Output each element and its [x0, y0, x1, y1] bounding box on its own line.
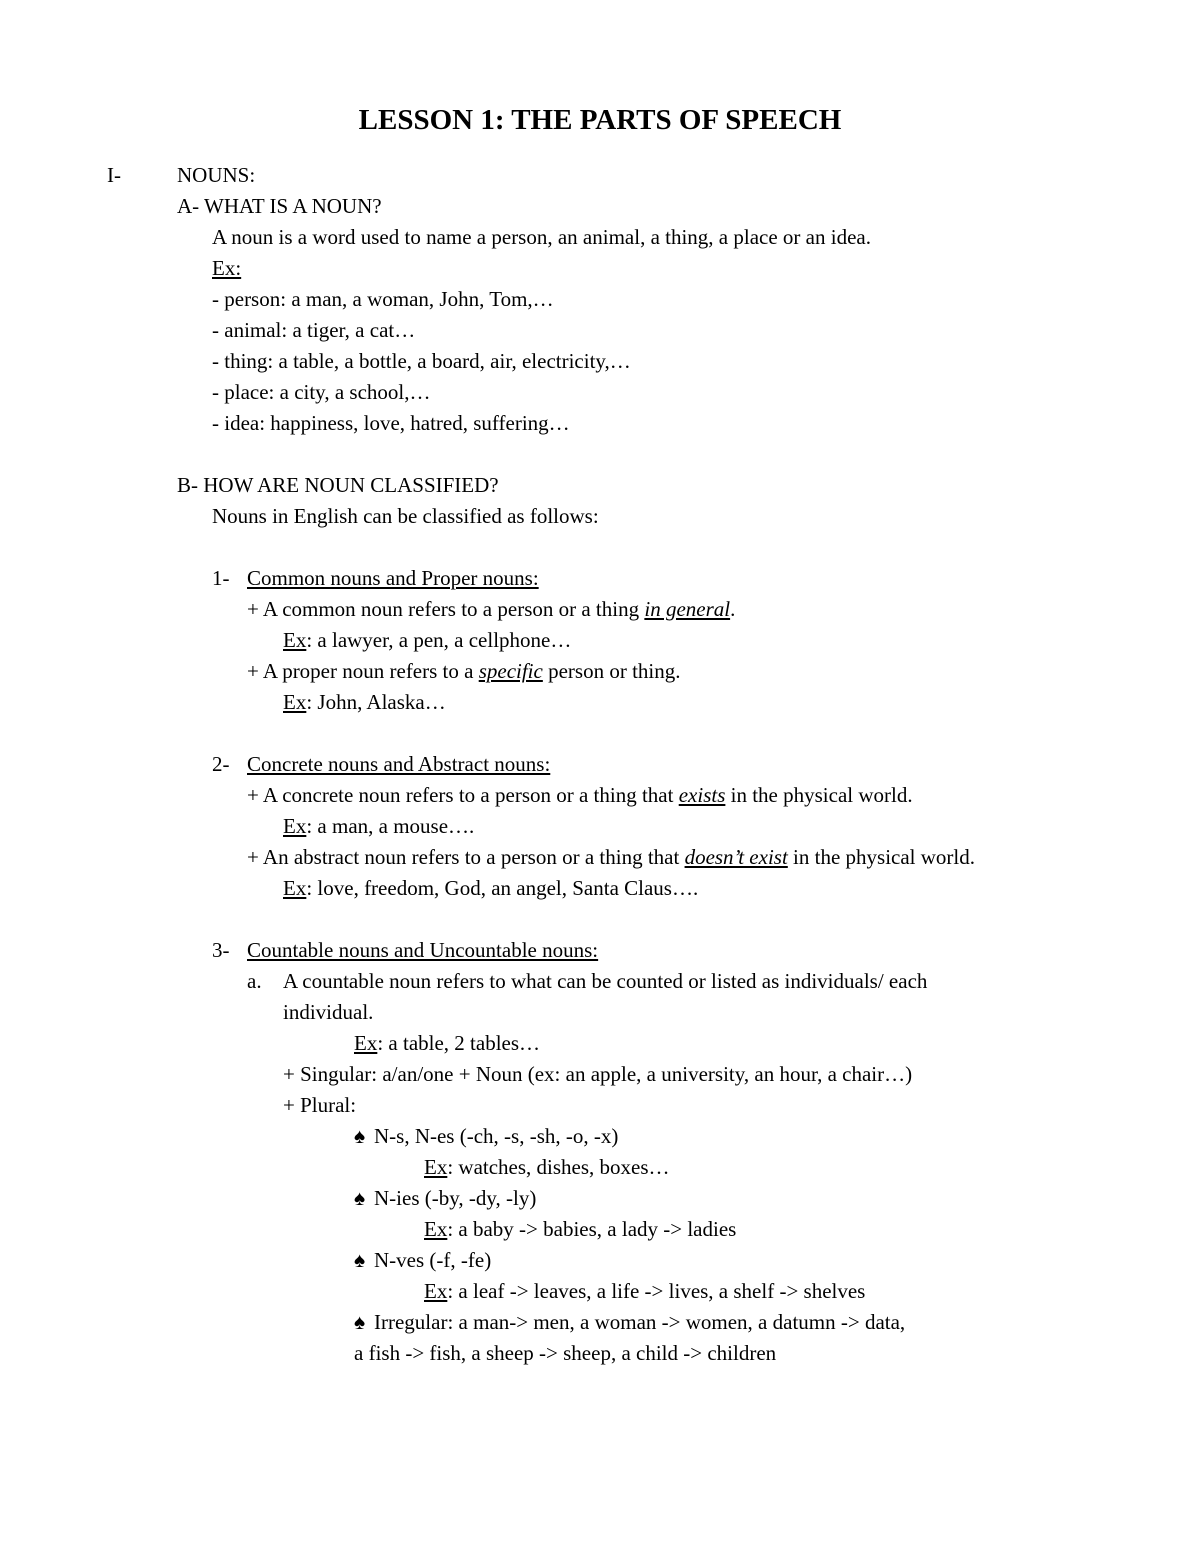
example-line: Ex: watches, dishes, boxes… [424, 1155, 670, 1179]
countable-noun-definition-cont: individual. [283, 1000, 374, 1024]
concrete-noun-definition: + A concrete noun refers to a person or a thing that exists in the physical world. [247, 783, 913, 807]
emphasis: exists [678, 783, 726, 807]
countable-noun-definition: A countable noun refers to what can be counted or listed as individuals/ each [283, 969, 928, 993]
item-heading: Concrete nouns and Abstract nouns: [247, 752, 551, 776]
example-line: Ex: love, freedom, God, an angel, Santa Claus…. [283, 876, 699, 900]
example-line: Ex: a lawyer, a pen, a cellphone… [283, 628, 572, 652]
singular-rule: + Singular: a/an/one + Noun (ex: an apple, a university, an hour, a chair…) [283, 1062, 913, 1086]
example-label: Ex: [212, 256, 242, 280]
noun-definition: A noun is a word used to name a person, an animal, a thing, a place or an idea. [212, 225, 871, 249]
subsection-a-heading: A- WHAT IS A NOUN? [177, 194, 382, 218]
plural-heading: + Plural: [283, 1093, 357, 1117]
example-line: Ex: John, Alaska… [283, 690, 446, 714]
classification-intro: Nouns in English can be classified as follows: [212, 504, 599, 528]
example-label: Ex [354, 1031, 378, 1055]
example-label: Ex [283, 876, 307, 900]
page-title: LESSON 1: THE PARTS OF SPEECH [358, 104, 842, 136]
spade-bullet-icon: ♠ [354, 1310, 366, 1334]
example-line: Ex: a leaf -> leaves, a life -> lives, a shelf -> shelves [424, 1279, 866, 1303]
example-line: Ex: a table, 2 tables… [354, 1031, 541, 1055]
example-line: - animal: a tiger, a cat… [212, 318, 416, 342]
abstract-noun-definition: + An abstract noun refers to a person or a thing that doesn’t exist in the physical world. [247, 845, 976, 869]
item-heading: Countable nouns and Uncountable nouns: [247, 938, 599, 962]
example-line: Ex: a man, a mouse…. [283, 814, 475, 838]
example-label: Ex [283, 690, 307, 714]
proper-noun-definition: + A proper noun refers to a specific person or thing. [247, 659, 681, 683]
emphasis: doesn’t exist [684, 845, 788, 869]
example-line: - thing: a table, a bottle, a board, air, electricity,… [212, 349, 631, 373]
plural-rule-irregular: ♠ Irregular: a man-> men, a woman -> women, a datumn -> data, [354, 1310, 906, 1334]
item-number: 2- [212, 752, 230, 776]
item-heading: Common nouns and Proper nouns: [247, 566, 539, 590]
example-label: Ex [424, 1217, 448, 1241]
example-label: Ex [283, 814, 307, 838]
plural-rule: ♠ N-s, N-es (-ch, -s, -sh, -o, -x) [354, 1124, 619, 1148]
section-number: I- [107, 163, 121, 187]
section-heading: NOUNS: [177, 163, 256, 187]
example-label: Ex [424, 1279, 448, 1303]
example-label: Ex [424, 1155, 448, 1179]
plural-rule: ♠ N-ies (-by, -dy, -ly) [354, 1186, 537, 1210]
example-line: - idea: happiness, love, hatred, suffering… [212, 411, 570, 435]
spade-bullet-icon: ♠ [354, 1186, 366, 1210]
plural-rule-irregular-cont: a fish -> fish, a sheep -> sheep, a child -> children [354, 1341, 777, 1365]
plural-rule: ♠ N-ves (-f, -fe) [354, 1248, 492, 1272]
spade-bullet-icon: ♠ [354, 1124, 366, 1148]
item-number: 3- [212, 938, 230, 962]
example-line: - place: a city, a school,… [212, 380, 431, 404]
subitem-label: a. [247, 969, 262, 993]
emphasis: in general [644, 597, 731, 621]
spade-bullet-icon: ♠ [354, 1248, 366, 1272]
common-noun-definition: + A common noun refers to a person or a thing in general. [247, 597, 736, 621]
subsection-b-heading: B- HOW ARE NOUN CLASSIFIED? [177, 473, 499, 497]
emphasis: specific [478, 659, 543, 683]
example-line: Ex: a baby -> babies, a lady -> ladies [424, 1217, 737, 1241]
example-line: - person: a man, a woman, John, Tom,… [212, 287, 554, 311]
example-label: Ex [283, 628, 307, 652]
item-number: 1- [212, 566, 230, 590]
